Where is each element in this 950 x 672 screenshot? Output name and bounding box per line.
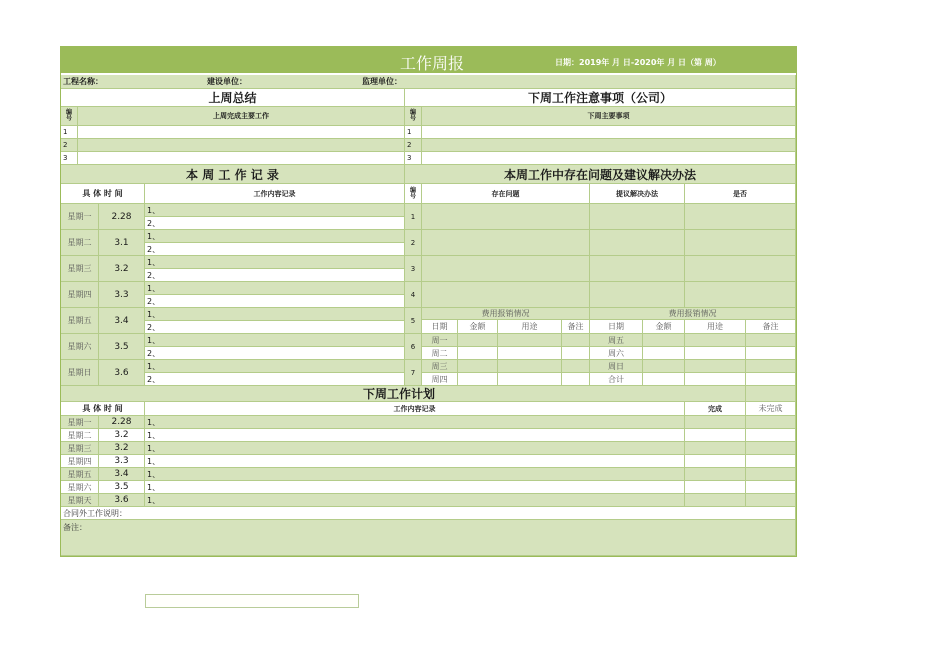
problem-row-num: 7: [405, 360, 422, 386]
plan-done-header: 完成: [685, 402, 746, 416]
expense-note-cell[interactable]: [562, 360, 590, 373]
last-week-num-header: 编 号: [61, 107, 78, 126]
plan-date[interactable]: 3.6: [99, 494, 145, 507]
problem-issue-cell[interactable]: [422, 282, 590, 308]
plan-undone-cell[interactable]: [746, 494, 796, 507]
problem-yesno-cell[interactable]: [685, 230, 796, 256]
problem-row-num: 1: [405, 204, 422, 230]
day-label: 星期五: [61, 308, 99, 334]
next-week-plan-title: 下周工作计划: [61, 386, 746, 402]
expense-amount-cell[interactable]: [458, 347, 498, 360]
plan-day: 星期五: [61, 468, 99, 481]
work-item[interactable]: 2、: [145, 347, 405, 360]
day-label: 星期三: [61, 256, 99, 282]
day-date[interactable]: 3.6: [99, 360, 145, 386]
expense-purpose-cell[interactable]: [498, 334, 562, 347]
day-date[interactable]: 2.28: [99, 204, 145, 230]
expense-header-purpose: 用途: [498, 320, 562, 334]
expense-note-cell[interactable]: [746, 347, 796, 360]
work-item[interactable]: 1、: [145, 308, 405, 321]
problem-row-num: 5: [405, 308, 422, 334]
plan-time-header: 具 体 时 间: [61, 402, 145, 416]
plan-date[interactable]: 3.5: [99, 481, 145, 494]
expense-amount-cell[interactable]: [458, 334, 498, 347]
next-week-num-header: 编 号: [405, 107, 422, 126]
this-week-content-header: 工作内容记录: [145, 184, 405, 204]
expense-purpose-cell[interactable]: [498, 360, 562, 373]
next-week-row-cell[interactable]: [422, 139, 796, 152]
expense-note-cell[interactable]: [562, 334, 590, 347]
work-item[interactable]: 1、: [145, 282, 405, 295]
problem-solution-cell[interactable]: [590, 256, 685, 282]
plan-done-cell[interactable]: [685, 416, 746, 429]
plan-done-cell[interactable]: [685, 442, 746, 455]
day-label: 星期六: [61, 334, 99, 360]
plan-item[interactable]: 1、: [145, 442, 685, 455]
work-item[interactable]: 1、: [145, 204, 405, 217]
expense-note-cell[interactable]: [746, 334, 796, 347]
next-week-row-num: 3: [405, 152, 422, 165]
work-item[interactable]: 2、: [145, 217, 405, 230]
problems-title: 本周工作中存在问题及建议解决办法: [405, 165, 796, 184]
info-row: [61, 75, 796, 89]
expense-total-label: 合计: [590, 373, 643, 386]
work-item[interactable]: 2、: [145, 269, 405, 282]
plan-date[interactable]: 2.28: [99, 416, 145, 429]
last-week-row-cell[interactable]: [78, 139, 405, 152]
plan-undone-cell[interactable]: [746, 416, 796, 429]
plan-done-cell[interactable]: [685, 429, 746, 442]
expense-header-purpose: 用途: [685, 320, 746, 334]
day-date[interactable]: 3.1: [99, 230, 145, 256]
day-date[interactable]: 3.3: [99, 282, 145, 308]
problems-header-yesno: 是否: [685, 184, 796, 204]
expense-amount-cell[interactable]: [643, 373, 685, 386]
problem-yesno-cell[interactable]: [685, 256, 796, 282]
last-week-col-header: 上周完成主要工作: [78, 107, 405, 126]
plan-item[interactable]: 1、: [145, 455, 685, 468]
plan-day: 星期三: [61, 442, 99, 455]
expense-header-note: 备注: [562, 320, 590, 334]
last-week-row-cell[interactable]: [78, 126, 405, 139]
plan-done-cell[interactable]: [685, 455, 746, 468]
expense-purpose-cell[interactable]: [685, 347, 746, 360]
expense-day: 周六: [590, 347, 643, 360]
work-item[interactable]: 2、: [145, 321, 405, 334]
problems-header-solution: 提议解决办法: [590, 184, 685, 204]
plan-item[interactable]: 1、: [145, 481, 685, 494]
plan-day: 星期天: [61, 494, 99, 507]
last-week-row-cell[interactable]: [78, 152, 405, 165]
expense-purpose-cell[interactable]: [498, 347, 562, 360]
title-bar: [61, 47, 796, 75]
problem-row-num: 4: [405, 282, 422, 308]
expense-note-cell[interactable]: [746, 373, 796, 386]
expense-day: 周一: [422, 334, 458, 347]
plan-done-cell[interactable]: [685, 481, 746, 494]
problem-row-num: 2: [405, 230, 422, 256]
expense-amount-cell[interactable]: [458, 373, 498, 386]
work-item[interactable]: 1、: [145, 256, 405, 269]
next-week-col-header: 下周主要事项: [422, 107, 796, 126]
expense-note-cell[interactable]: [562, 373, 590, 386]
day-label: 星期一: [61, 204, 99, 230]
problem-issue-cell[interactable]: [422, 204, 590, 230]
project-name-label[interactable]: 工程名称：: [63, 77, 103, 86]
next-week-row-num: 2: [405, 139, 422, 152]
plan-day: 星期四: [61, 455, 99, 468]
plan-item[interactable]: 1、: [145, 416, 685, 429]
work-item[interactable]: 1、: [145, 334, 405, 347]
extra-work-field[interactable]: 合同外工作说明：: [61, 507, 796, 520]
remarks-field[interactable]: [61, 520, 796, 556]
this-week-time-header: 具 体 时 间: [61, 184, 145, 204]
plan-day: 星期二: [61, 429, 99, 442]
expense-header-date: 日期: [590, 320, 643, 334]
expense-purpose-cell[interactable]: [685, 334, 746, 347]
problem-row-num: 6: [405, 334, 422, 360]
day-date[interactable]: 3.4: [99, 308, 145, 334]
expense-day: 周四: [422, 373, 458, 386]
plan-content-header: 工作内容记录: [145, 402, 685, 416]
plan-item[interactable]: 1、: [145, 494, 685, 507]
expense-amount-cell[interactable]: [643, 334, 685, 347]
problems-header-issue: 存在问题: [422, 184, 590, 204]
plan-undone-cell[interactable]: [746, 468, 796, 481]
this-week-title: 本 周 工 作 记 录: [61, 165, 405, 184]
expense-title-left: 费用报销情况: [422, 308, 590, 320]
problem-solution-cell[interactable]: [590, 204, 685, 230]
problem-issue-cell[interactable]: [422, 230, 590, 256]
expense-purpose-cell[interactable]: [498, 373, 562, 386]
day-date[interactable]: 3.2: [99, 256, 145, 282]
next-week-notes-title: 下周工作注意事项（公司）: [405, 89, 796, 107]
report-title: 工作周报: [400, 54, 465, 73]
last-week-title: 上周总结: [61, 89, 405, 107]
day-date[interactable]: 3.5: [99, 334, 145, 360]
plan-date[interactable]: 3.3: [99, 455, 145, 468]
expense-header-note: 备注: [746, 320, 796, 334]
plan-done-cell[interactable]: [685, 468, 746, 481]
problems-num-header: 编 号: [405, 184, 422, 204]
problem-yesno-cell[interactable]: [685, 282, 796, 308]
next-week-row-cell[interactable]: [422, 152, 796, 165]
work-item[interactable]: 2、: [145, 373, 405, 386]
date-range[interactable]: 日期：2019年 月 日-2020年 月 日（第 周）: [555, 58, 721, 67]
plan-date[interactable]: 3.4: [99, 468, 145, 481]
expense-header-amount: 金额: [643, 320, 685, 334]
expense-day: 周三: [422, 360, 458, 373]
next-week-row-num: 1: [405, 126, 422, 139]
plan-day: 星期六: [61, 481, 99, 494]
last-week-row-num: 3: [61, 152, 78, 165]
plan-undone-header: 未完成: [746, 402, 796, 416]
plan-undone-cell[interactable]: [746, 442, 796, 455]
problem-solution-cell[interactable]: [590, 230, 685, 256]
plan-item[interactable]: 1、: [145, 429, 685, 442]
plan-date[interactable]: 3.2: [99, 442, 145, 455]
plan-day: 星期一: [61, 416, 99, 429]
day-label: 星期日: [61, 360, 99, 386]
work-item[interactable]: 2、: [145, 243, 405, 256]
work-item[interactable]: 1、: [145, 230, 405, 243]
work-item[interactable]: 2、: [145, 295, 405, 308]
expense-amount-cell[interactable]: [458, 360, 498, 373]
problem-row-num: 3: [405, 256, 422, 282]
plan-date[interactable]: 3.2: [99, 429, 145, 442]
problem-yesno-cell[interactable]: [685, 204, 796, 230]
supervisor-label[interactable]: 监理单位：: [362, 77, 402, 86]
expense-day: 周五: [590, 334, 643, 347]
expense-header-amount: 金额: [458, 320, 498, 334]
expense-title-right: 费用报销情况: [590, 308, 796, 320]
next-week-row-cell[interactable]: [422, 126, 796, 139]
plan-item[interactable]: 1、: [145, 468, 685, 481]
day-label: 星期二: [61, 230, 99, 256]
expense-note-cell[interactable]: [562, 347, 590, 360]
plan-undone-cell[interactable]: [746, 481, 796, 494]
work-item[interactable]: 1、: [145, 360, 405, 373]
plan-done-cell[interactable]: [685, 494, 746, 507]
builder-label[interactable]: 建设单位：: [207, 77, 247, 86]
next-week-plan-title-right: [746, 386, 796, 402]
remarks-label: 备注：: [63, 523, 87, 532]
day-label: 星期四: [61, 282, 99, 308]
expense-amount-cell[interactable]: [643, 360, 685, 373]
plan-undone-cell[interactable]: [746, 429, 796, 442]
expense-day: 周二: [422, 347, 458, 360]
expense-header-date: 日期: [422, 320, 458, 334]
expense-purpose-cell[interactable]: [685, 360, 746, 373]
expense-amount-cell[interactable]: [643, 347, 685, 360]
problem-issue-cell[interactable]: [422, 256, 590, 282]
last-week-row-num: 2: [61, 139, 78, 152]
expense-purpose-cell[interactable]: [685, 373, 746, 386]
last-week-row-num: 1: [61, 126, 78, 139]
plan-undone-cell[interactable]: [746, 455, 796, 468]
expense-day: 周日: [590, 360, 643, 373]
expense-note-cell[interactable]: [746, 360, 796, 373]
problem-solution-cell[interactable]: [590, 282, 685, 308]
floating-text-box[interactable]: [145, 594, 359, 608]
